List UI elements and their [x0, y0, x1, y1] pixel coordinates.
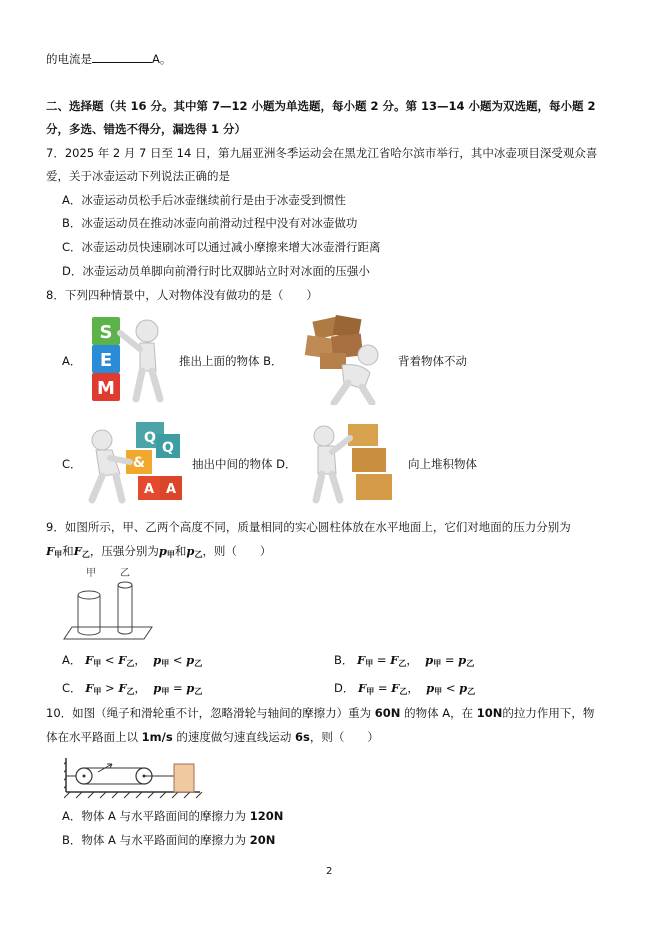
q10-option-a [62, 808, 283, 824]
subscript: 甲 [366, 686, 375, 696]
relation: = [377, 681, 388, 695]
person-pulling-cube-image [86, 418, 186, 504]
block-letter-e: E [99, 350, 113, 371]
text: 和 [62, 544, 74, 558]
relation: < [104, 653, 115, 667]
symbol-f: F [390, 653, 399, 667]
person-pushing-blocks-image [84, 313, 174, 403]
q9-stem-cont [46, 543, 271, 562]
symbol-f: F [85, 653, 94, 667]
subscript: 甲 [161, 686, 170, 696]
symbol-f: F [358, 681, 367, 695]
q8-option-c-letter: C． [62, 457, 82, 471]
subscript: 甲 [161, 658, 170, 668]
text: C． [62, 681, 82, 695]
q9-stem: 9．如图所示，甲、乙两个高度不同，质量相同的实心圆柱体放在水平地面上，它们对地面的压力分别为 [46, 520, 571, 534]
text: B． [334, 653, 354, 667]
cube-letter-amp: & [132, 455, 146, 471]
value-weight: 60N [374, 706, 401, 720]
subscript: 甲 [93, 658, 102, 668]
section-heading: 二、选择题（共 16 分。其中第 7—12 小题为单选题，每小题 2 分。第 13—14 小题为双选题，每小题 2 [46, 99, 596, 113]
relation: = [444, 653, 455, 667]
q8-option-a-letter: A． [62, 354, 82, 368]
relation: = [173, 681, 183, 695]
subscript: 乙 [126, 658, 135, 668]
subscript: 乙 [466, 658, 475, 668]
person-carrying-boxes-image [292, 313, 390, 405]
subscript: 乙 [399, 686, 408, 696]
text: 10．如图（绳子和滑轮重不计，忽略滑轮与轴间的摩擦力）重为 [46, 706, 372, 720]
symbol-p: p [153, 681, 162, 695]
q9-option-c [62, 680, 202, 699]
subscript-jia: 甲 [166, 549, 175, 559]
q10-stem [46, 705, 594, 721]
symbol-p: p [425, 653, 434, 667]
subscript: 乙 [194, 658, 203, 668]
text: A． [62, 653, 82, 667]
symbol-p: p [186, 653, 195, 667]
q7-stem-cont: 爱，关于冰壶运动下列说法正确的是 [46, 169, 230, 183]
block-letter-m: M [97, 378, 115, 399]
person-stacking-boxes-image [306, 418, 398, 504]
symbol-f: F [357, 653, 366, 667]
symbol-f: F [73, 544, 82, 558]
text: ， [134, 653, 146, 667]
q8-stem: 8．下列四种情景中，人对物体没有做功的是（ ） [46, 288, 318, 302]
text: ，压强分别为 [89, 544, 159, 558]
label-jia: 甲 [86, 568, 96, 579]
text: ， [407, 681, 419, 695]
relation: > [105, 681, 115, 695]
q7-option-c: C．冰壶运动员快速刷冰可以通过减小摩擦来增大冰壶滑行距离 [62, 240, 381, 254]
q8-option-b-label: 背着物体不动 [398, 354, 467, 368]
section-heading-cont: 分，多选、错选不得分，漏选得 1 分） [46, 122, 247, 136]
value-speed: 1m/s [141, 730, 173, 744]
symbol-p: p [153, 653, 162, 667]
q7-option-a: A．冰壶运动员松手后冰壶继续前行是由于冰壶受到惯性 [62, 193, 346, 207]
text: 体在水平路面上以 [46, 730, 138, 744]
previous-question-tail [46, 51, 171, 67]
text: B．物体 A 与水平路面间的摩擦力为 [62, 833, 247, 847]
symbol-p: p [459, 681, 468, 695]
symbol-f: F [46, 544, 55, 558]
text: A．物体 A 与水平路面间的摩擦力为 [62, 809, 247, 823]
pulley-diagram [64, 754, 204, 800]
subscript: 甲 [433, 658, 442, 668]
text: 的电流是 [46, 52, 92, 66]
value: 20N [249, 833, 276, 847]
subscript: 乙 [194, 686, 203, 696]
q7-option-d: D．冰壶运动员单脚向前滑行时比双脚站立时对冰面的压强小 [62, 264, 370, 278]
subscript: 乙 [398, 658, 407, 668]
text: ，则（ ） [202, 544, 272, 558]
answer-blank [92, 51, 152, 63]
symbol-f: F [391, 681, 400, 695]
text: 和 [174, 544, 187, 558]
q10-stem-cont [46, 729, 379, 745]
value-time: 6s [295, 730, 310, 744]
q8-option-a-label: 推出上面的物体 B． [179, 354, 283, 368]
symbol-f: F [118, 653, 127, 667]
text: ， [406, 653, 418, 667]
subscript: 乙 [467, 686, 476, 696]
page-number: 2 [326, 866, 333, 877]
symbol-p: p [426, 681, 435, 695]
text: 的物体 A，在 [404, 706, 474, 720]
subscript-yi: 乙 [81, 549, 90, 559]
cube-letter-a2: A [165, 482, 177, 497]
cube-letter-a1: A [143, 482, 155, 497]
block-letter-s: S [99, 322, 113, 343]
text: 的速度做匀速直线运动 [176, 730, 292, 744]
text: D． [334, 681, 355, 695]
relation: = [376, 653, 387, 667]
symbol-f: F [85, 681, 94, 695]
q9-option-b [334, 652, 474, 671]
cylinders-diagram [60, 565, 156, 645]
label-yi: 乙 [120, 568, 130, 579]
text: 的拉力作用下，物 [502, 706, 595, 720]
q10-option-b [62, 832, 275, 848]
subscript: 甲 [434, 686, 443, 696]
symbol-p: p [186, 681, 195, 695]
value: 120N [249, 809, 284, 823]
q7-option-b: B．冰壶运动员在推动冰壶向前滑动过程中没有对冰壶做功 [62, 216, 358, 230]
relation: < [172, 653, 183, 667]
symbol-p: p [158, 544, 167, 558]
symbol-p: p [458, 653, 467, 667]
subscript: 乙 [126, 686, 135, 696]
q9-option-d [334, 680, 475, 699]
value-force: 10N [476, 706, 503, 720]
text: A。 [152, 52, 172, 66]
q8-option-c-label: 抽出中间的物体 D． [192, 457, 297, 471]
q7-stem: 7．2025 年 2 月 7 日至 14 日，第九届亚洲冬季运动会在黑龙江省哈尔滨市举行，其中冰壶项目深受观众喜 [46, 146, 598, 160]
subscript: 甲 [93, 686, 102, 696]
q9-option-a [62, 652, 202, 671]
subscript-yi: 乙 [194, 549, 203, 559]
text: ， [134, 681, 146, 695]
relation: < [445, 681, 456, 695]
cube-letter-q1: Q [144, 430, 156, 446]
q8-option-d-label: 向上堆积物体 [408, 457, 477, 471]
symbol-p: p [186, 544, 195, 558]
symbol-f: F [118, 681, 127, 695]
cube-letter-q2: Q [162, 440, 174, 456]
text: ，则（ ） [309, 730, 379, 744]
subscript: 甲 [365, 658, 374, 668]
subscript-jia: 甲 [54, 549, 63, 559]
